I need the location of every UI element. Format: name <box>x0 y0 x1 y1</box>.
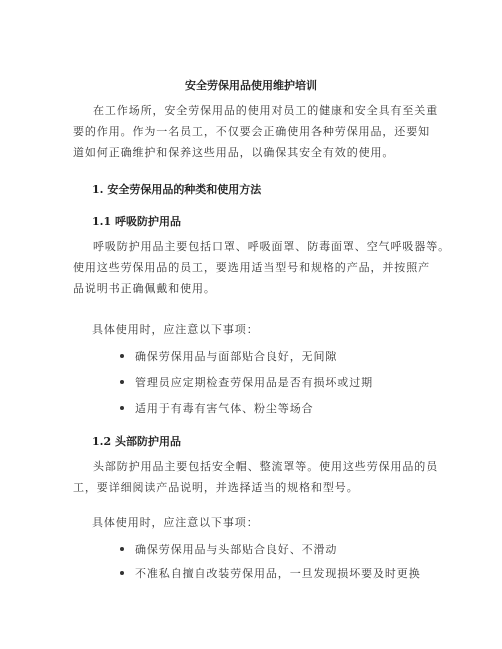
intro-paragraph <box>73 100 453 163</box>
list-item-text: 确保劳保用品与面部贴合良好，无间隙 <box>135 350 338 363</box>
list-item <box>120 376 373 390</box>
subsection-heading-2: 1.2 头部防护用品 <box>92 435 181 448</box>
sub2-line-1: 头部防护用品主要包括安全帽、整流罩等。使用这些劳保用品的员 <box>93 460 439 473</box>
list-item-text: 不准私自擅自改装劳保用品，一旦发现损坏要及时更换 <box>135 567 421 580</box>
list-item <box>120 350 337 364</box>
intro-line-1: 在工作场所，安全劳保用品的使用对员工的健康和安全具有至关重 <box>93 104 439 117</box>
intro-line-2: 要的作用。作为一名员工，不仅要会正确使用各种劳保用品，还要知 <box>73 125 430 138</box>
list-item-text: 适用于有毒有害气体、粉尘等场合 <box>135 402 314 415</box>
document-title: 安全劳保用品使用维护培训 <box>185 79 317 92</box>
sub1-line-3: 品说明书正确佩戴和使用。 <box>73 282 216 295</box>
section-heading: 1. 安全劳保用品的种类和使用方法 <box>92 183 262 196</box>
bullet-icon <box>120 571 124 575</box>
list-item-text: 管理员应定期检查劳保用品是否有损坏或过期 <box>135 376 373 389</box>
list-item-text: 确保劳保用品与头部贴合良好、不滑动 <box>135 543 338 556</box>
subsection-2-paragraph <box>73 456 453 498</box>
bullet-icon <box>120 547 124 551</box>
bullet-icon <box>120 354 124 358</box>
bullet-icon <box>120 380 124 384</box>
sub1-line-2: 使用这些劳保用品的员工，要选用适当型号和规格的产品，并按照产 <box>73 261 430 274</box>
intro-line-3: 道如何正确维护和保养这些用品，以确保其安全有效的使用。 <box>73 146 395 159</box>
subsection-1-paragraph <box>73 236 453 299</box>
list-item <box>120 543 337 557</box>
subsection-heading-1: 1.1 呼吸防护用品 <box>92 215 181 228</box>
bullet-icon <box>120 406 124 410</box>
list-item <box>120 567 421 581</box>
sub2-line-2: 工，要详细阅读产品说明，并选择适当的规格和型号。 <box>73 481 359 494</box>
subsection-2-note: 具体使用时，应注意以下事项： <box>92 516 259 529</box>
sub1-line-1: 呼吸防护用品主要包括口罩、呼吸面罩、防毒面罩、空气呼吸器等。 <box>93 240 450 253</box>
list-item <box>120 402 314 416</box>
subsection-1-note: 具体使用时，应注意以下事项： <box>92 323 259 336</box>
